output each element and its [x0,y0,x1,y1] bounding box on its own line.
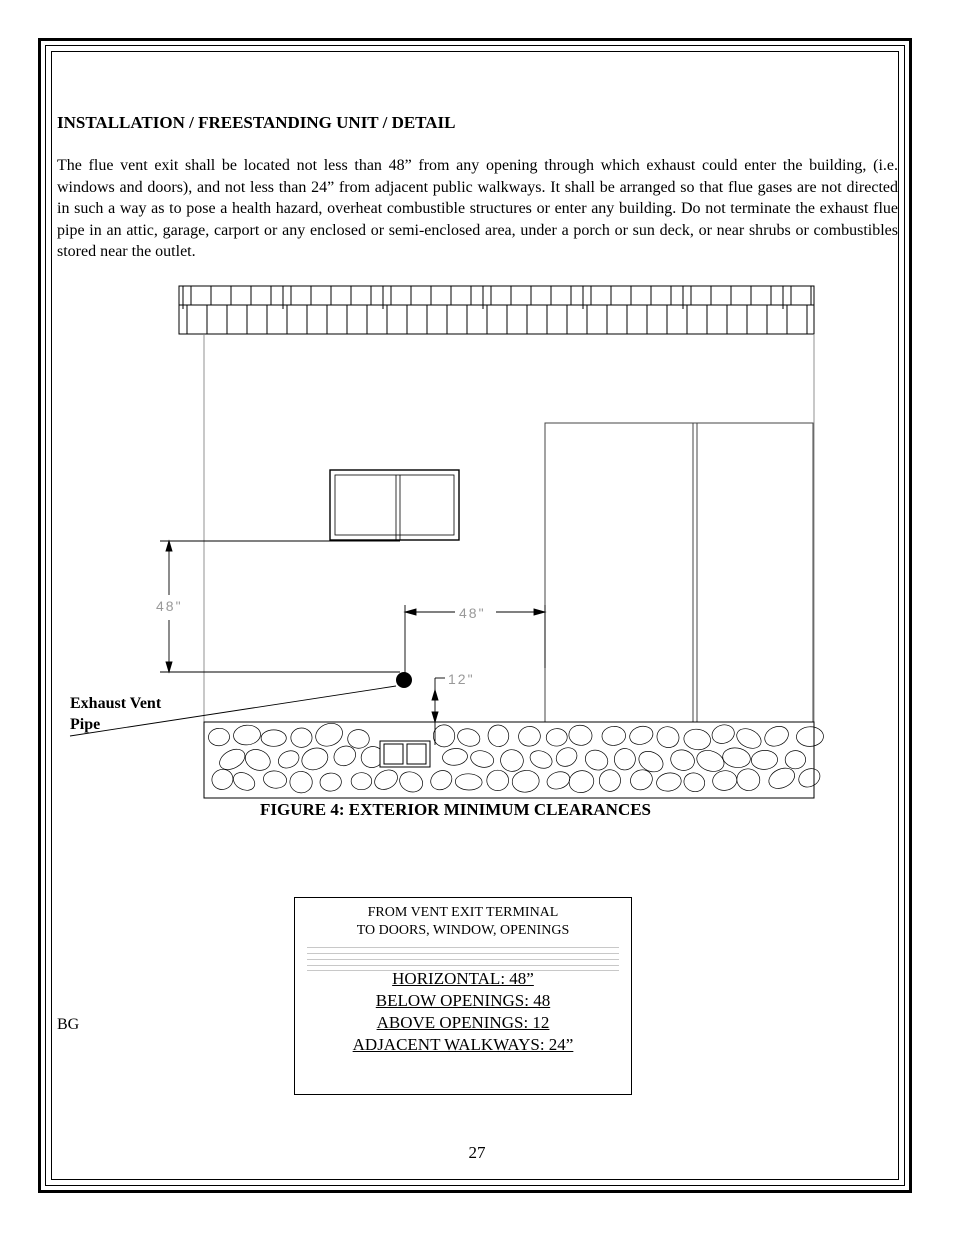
stone-foundation [204,719,824,798]
section-heading: INSTALLATION / FREESTANDING UNIT / DETAIL [57,113,456,132]
clearance-row-horizontal: HORIZONTAL: 48” [392,969,534,988]
figure-caption: FIGURE 4: EXTERIOR MINIMUM CLEARANCES [260,800,652,819]
table-header-line1: FROM VENT EXIT TERMINAL [367,905,559,920]
clearance-row-below: BELOW OPENINGS: 48 [375,991,551,1010]
side-mark: BG [57,1016,80,1033]
vent-pipe-label [70,693,190,735]
clearance-row-above: ABOVE OPENINGS: 12 [376,1013,550,1032]
window [330,470,459,540]
dim-ground-label: 12" [448,671,475,687]
table-header-line2: TO DOORS, WINDOW, OPENINGS [356,923,570,938]
table-rule [307,959,619,960]
table-rule [307,947,619,948]
door [545,423,813,722]
table-rule [307,965,619,966]
clearance-table [294,897,632,1095]
foundation-vent [380,741,430,767]
roof-shingles [179,286,814,334]
house-wall [204,335,814,722]
dim-vertical-label: 48" [156,598,183,614]
body-paragraph: The flue vent exit shall be located not less than 48” from any opening through which exhaust could enter the building, (i.e. windows and doors), and not less than 24” from adjacent public walkways. It shall be arranged so that flue gases are not directed in such a way as to pose a health hazard, overheat combustible structures or enter any building. Do not terminate the exhaust flue pipe in an attic, garage, carport or any enclosed or semi-enclosed area, under a porch or sun deck, or near shrubs or combustibles stored near the outlet. [57,157,898,260]
exhaust-vent-pipe [396,672,412,688]
page-number: 27 [468,1143,486,1162]
table-rule [307,953,619,954]
vent-label-line1: Exhaust Vent [70,695,162,712]
dim-horizontal-label: 48" [459,605,486,621]
vent-label-line2: Pipe [70,716,101,733]
clearance-row-walkways: ADJACENT WALKWAYS: 24” [352,1035,574,1054]
dimension-lines [160,541,545,745]
